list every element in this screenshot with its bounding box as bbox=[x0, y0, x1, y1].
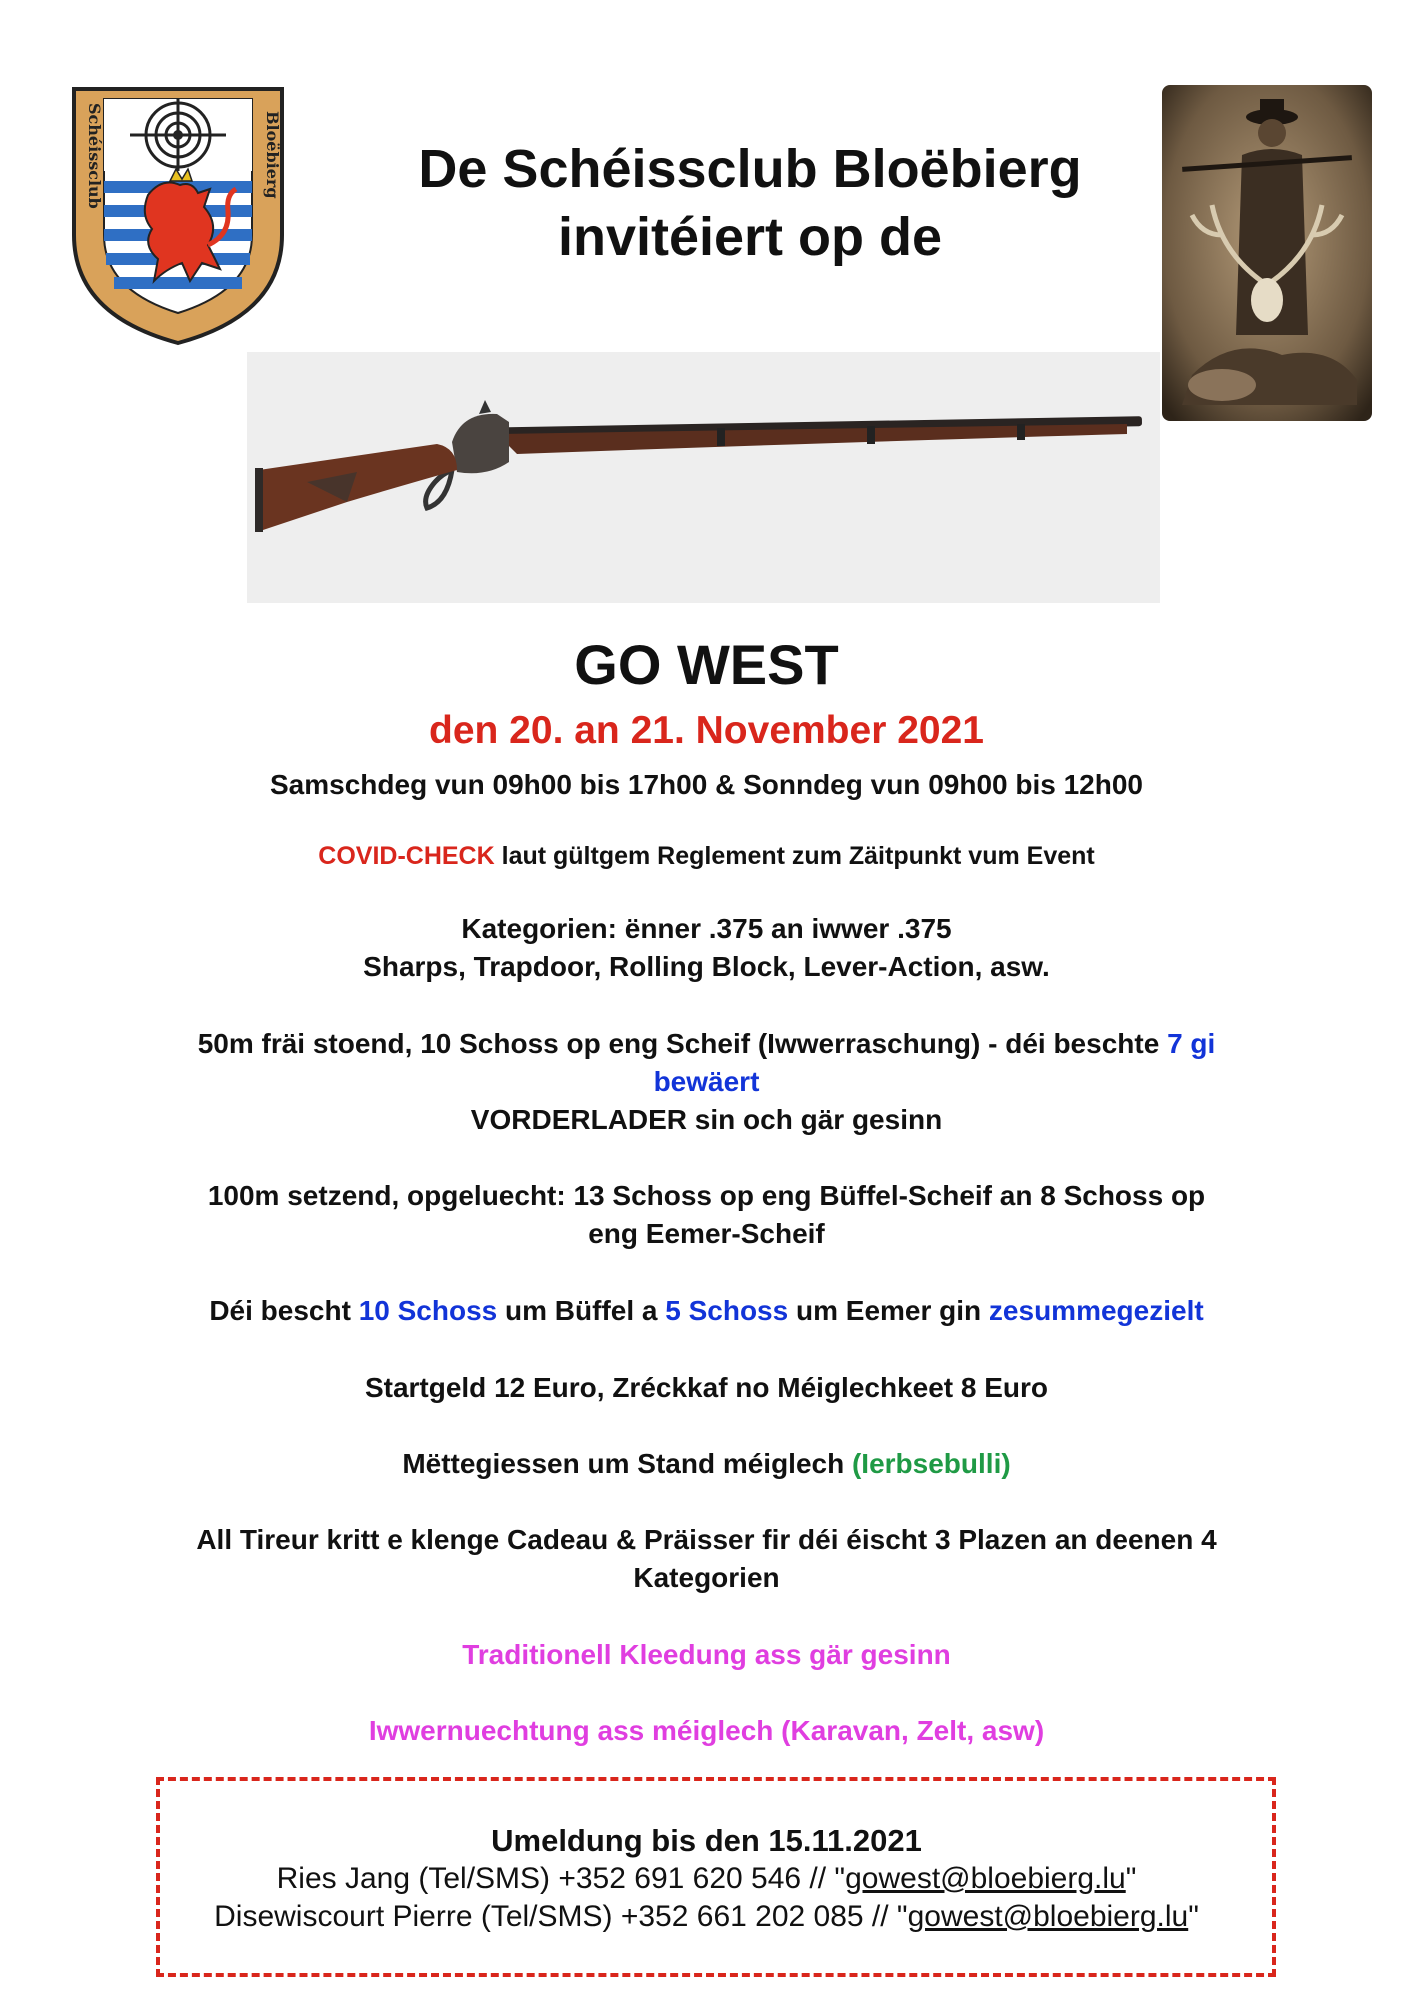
contact-1-email-link[interactable]: gowest@bloebierg.lu bbox=[845, 1862, 1126, 1895]
scoring-text-2: um Büffel a bbox=[497, 1295, 666, 1326]
scoring-highlight-2: 5 Schoss bbox=[665, 1295, 789, 1326]
hundred-meter-block bbox=[0, 1177, 1413, 1253]
vintage-hunter-photo bbox=[1162, 85, 1372, 421]
prizes-line-1: All Tireur kritt e klenge Cadeau & Präisser fir déi éischt 3 Plazen an deenen 4 bbox=[196, 1524, 1217, 1555]
fifty-meter-text: 50m fräi stoend, 10 Schoss op eng Scheif (Iwwerraschung) - déi beschte bbox=[197, 1028, 1168, 1059]
scoring-highlight-1: 10 Schoss bbox=[358, 1295, 498, 1326]
contact-2-end: " bbox=[1188, 1900, 1199, 1933]
contact-1-text: Ries Jang (Tel/SMS) +352 691 620 546 // " bbox=[276, 1862, 846, 1895]
title-line-1: De Schéissclub Bloëbierg bbox=[418, 139, 1082, 199]
scoring-text-1: Déi bescht bbox=[209, 1295, 359, 1326]
scoring-line bbox=[0, 1292, 1413, 1330]
event-name: GO WEST bbox=[574, 633, 839, 696]
lunch-highlight: (Ierbsebulli) bbox=[851, 1448, 1011, 1479]
contact-2-text: Disewiscourt Pierre (Tel/SMS) +352 661 202 085 // " bbox=[214, 1900, 908, 1933]
scoring-text-3: um Eemer gin bbox=[788, 1295, 989, 1326]
fifty-meter-block bbox=[0, 1025, 1413, 1139]
categories-line-1: Kategorien: ënner .375 an iwwer .375 bbox=[461, 913, 952, 944]
lunch-text: Mëttegiessen um Stand méiglech bbox=[402, 1448, 852, 1479]
sharps-rifle-image bbox=[247, 352, 1160, 603]
contact-line-2 bbox=[0, 1898, 1413, 1936]
fifty-meter-highlight-2: bewäert bbox=[653, 1066, 760, 1097]
lunch-line bbox=[0, 1445, 1413, 1483]
overnight-note: Iwwernuechtung ass méiglech (Karavan, Zelt, asw) bbox=[368, 1715, 1045, 1746]
covid-label: COVID-CHECK bbox=[318, 842, 495, 870]
event-dates: den 20. an 21. November 2021 bbox=[429, 709, 984, 752]
crest-banner-left: Schéissclub bbox=[85, 103, 104, 209]
categories-line-2: Sharps, Trapdoor, Rolling Block, Lever-Action, asw. bbox=[363, 951, 1050, 982]
covid-line bbox=[0, 839, 1413, 873]
categories-block bbox=[0, 910, 1413, 986]
hundred-meter-line-2: eng Eemer-Scheif bbox=[588, 1218, 825, 1249]
crest-banner-right: Bloëbierg bbox=[263, 111, 282, 199]
covid-text: laut gültgem Reglement zum Zäitpunkt vum Event bbox=[494, 842, 1095, 870]
event-times: Samschdeg vun 09h00 bis 17h00 & Sonndeg vun 09h00 bis 12h00 bbox=[270, 769, 1143, 800]
contact-2-email-link[interactable]: gowest@bloebierg.lu bbox=[907, 1900, 1189, 1933]
fee-line: Startgeld 12 Euro, Zréckkaf no Méiglechkeet 8 Euro bbox=[364, 1372, 1049, 1403]
title-line-2: invitéiert op de bbox=[557, 207, 943, 267]
club-crest-logo bbox=[70, 85, 286, 347]
contact-line-1 bbox=[0, 1860, 1413, 1898]
invitation-heading bbox=[300, 135, 1200, 271]
fifty-meter-highlight: 7 gi bbox=[1167, 1028, 1216, 1059]
prizes-line-2: Kategorien bbox=[633, 1562, 780, 1593]
muzzle-loader-note: VORDERLADER sin och gär gesinn bbox=[470, 1104, 943, 1135]
prizes-block bbox=[0, 1521, 1413, 1597]
contact-1-end: " bbox=[1125, 1862, 1137, 1895]
clothing-note: Traditionell Kleedung ass gär gesinn bbox=[462, 1639, 951, 1670]
hundred-meter-line-1: 100m setzend, opgeluecht: 13 Schoss op eng Büffel-Scheif an 8 Schoss op bbox=[207, 1180, 1206, 1211]
registration-deadline: Umeldung bis den 15.11.2021 bbox=[491, 1823, 922, 1858]
scoring-highlight-3: zesummegezielt bbox=[988, 1295, 1204, 1326]
